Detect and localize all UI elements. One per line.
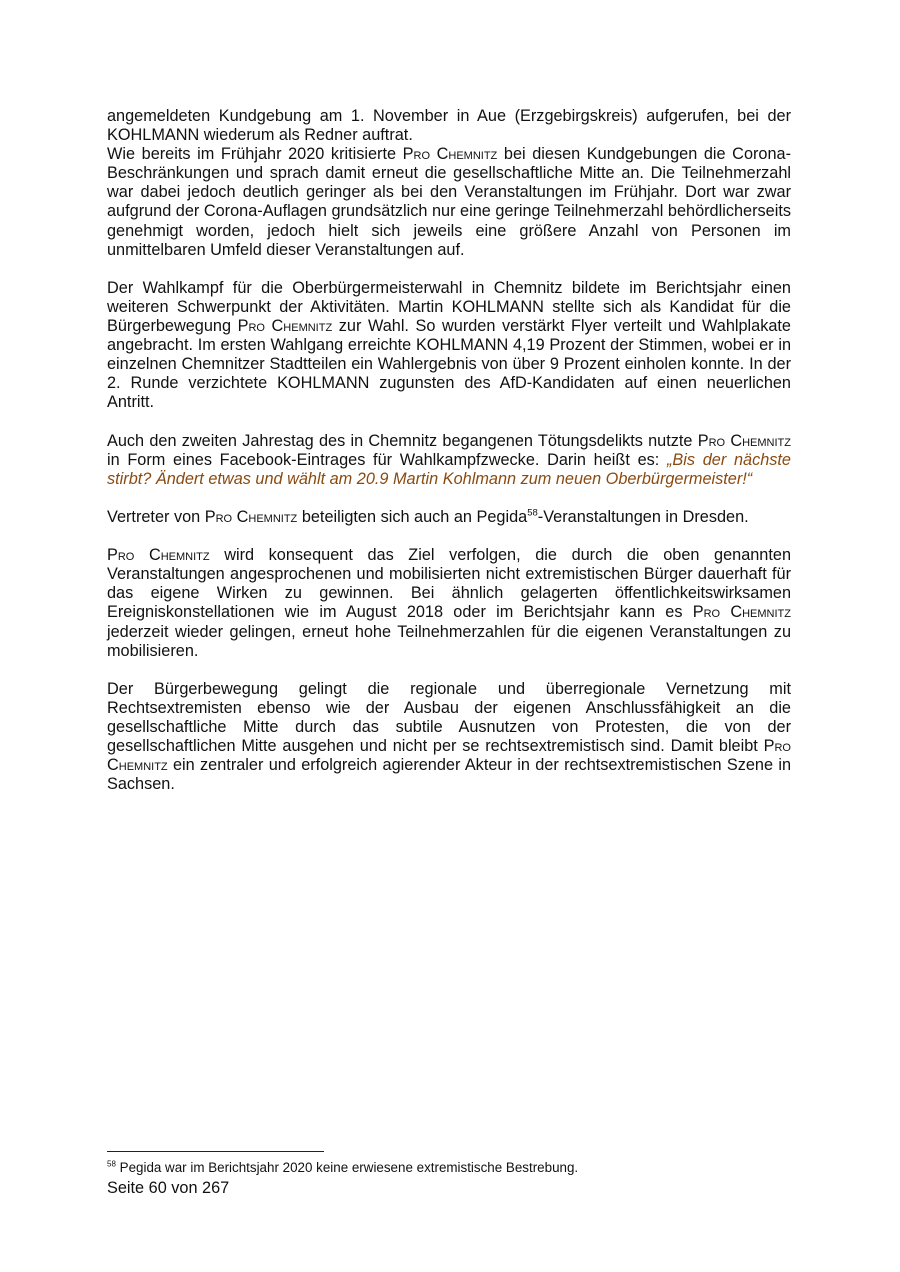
paragraph-1: angemeldeten Kundgebung am 1. November in Aue (Erzgebirgskreis) aufgerufen, bei der KOHLMANN wiederum als Redner auftrat. [107,107,791,145]
paragraph-2: Wie bereits im Frühjahr 2020 kritisierte Pro Chemnitz bei diesen Kundgebungen die Corona-Beschränkungen und sprach damit erneut die gesellschaftliche Mitte an. Die Teilnehmerzahl war dabei jedoch deutlich geringer als bei den Veranstaltungen im Frühjahr. Dort war zwar aufgrund der Corona-Auflagen grundsätzlich nur eine geringe Teilnehmerzahl behördlicherseits genehmigt worden, jedoch hielt sich jeweils eine größere Anzahl von Personen im unmittelbaren Umfeld dieser Veranstaltungen auf. [107,145,792,259]
footnote [107,1159,578,1176]
footnote-number: 58 [107,1159,116,1169]
org-name: Pro Chemnitz [402,145,498,164]
org-name: Pro Chemnitz [107,546,210,565]
footnote-ref[interactable]: 58 [527,507,538,519]
paragraph-3: Der Wahlkampf für die Oberbürgermeisterwahl in Chemnitz bildete im Berichtsjahr einen weiteren Schwerpunkt der Aktivitäten. Martin KOHLMANN stellte sich als Kandidat für die Bürgerbewegung Pro Chemnitz zur Wahl. So wurden verstärkt Flyer verteilt und Wahlplakate angebracht. Im ersten Wahlgang erreichte KOHLMANN 4,19 Prozent der Stimmen, wobei er in einzelnen Chemnitzer Stadtteilen ein Wahlergebnis von über 9 Prozent einholen konnte. In der 2. Runde verzichtete KOHLMANN zugunsten des AfD-Kandidaten auf einen neuerlichen Antritt. [107,278,791,412]
org-name: Pro Chemnitz [107,737,791,775]
org-name: Pro Chemnitz [237,317,333,336]
body-text [107,107,791,813]
facebook-quote: „Bis der nächste stirbt? Ändert etwas und wählt am 20.9 Martin Kohlmann zum neuen Oberbürgermeister!“ [107,450,791,488]
org-name: Pro Chemnitz [697,431,791,450]
page-number: Seite 60 von 267 [107,1179,230,1197]
footnote-text: Pegida war im Berichtsjahr 2020 keine erwiesene extremistische Bestrebung. [119,1160,579,1175]
paragraph-5: Vertreter von Pro Chemnitz beteiligten sich auch an Pegida$^{58}$-Veranstaltungen in Dresden. [107,507,749,526]
paragraph-6: Pro Chemnitz wird konsequent das Ziel verfolgen, die durch die oben genannten Veranstaltungen angesprochenen und mobilisierten nicht extremistischen Bürger dauerhaft für das eigene Wirken zu gewinnen. Bei ähnlich gelagerten öffentlichkeitswirksamen Ereigniskonstellationen wie im August 2018 oder im Berichtsjahr kann es Pro Chemnitz jederzeit wieder gelingen, erneut hohe Teilnehmerzahlen für die eigenen Veranstaltungen zu mobilisieren. [107,546,791,660]
org-name: Pro Chemnitz [692,603,791,622]
footnote-divider [107,1151,324,1152]
org-name: Pro Chemnitz [204,507,298,526]
paragraph-4: Auch den zweiten Jahrestag des in Chemnitz begangenen Tötungsdelikts nutzte Pro Chemnitz in Form eines Facebook-Eintrages für Wahlkampfzwecke. Darin heißt es: „Bis der nächste stirbt? Ändert etwas und wählt am 20.9 Martin Kohlmann zum neuen Oberbürgermeister!“ [107,431,791,488]
paragraph-7: Der Bürgerbewegung gelingt die regionale und überregionale Vernetzung mit Rechtsextremisten ebenso wie der Ausbau der eigenen Anschlussfähigkeit an die gesellschaftliche Mitte durch das subtile Ausnutzen von Protesten, die von der gesellschaftlichen Mitte ausgehen und nicht per se rechtsextremistisch sind. Damit bleibt Pro Chemnitz ein zentraler und erfolgreich agierender Akteur in der rechtsextremistischen Szene in Sachsen. [107,679,792,794]
